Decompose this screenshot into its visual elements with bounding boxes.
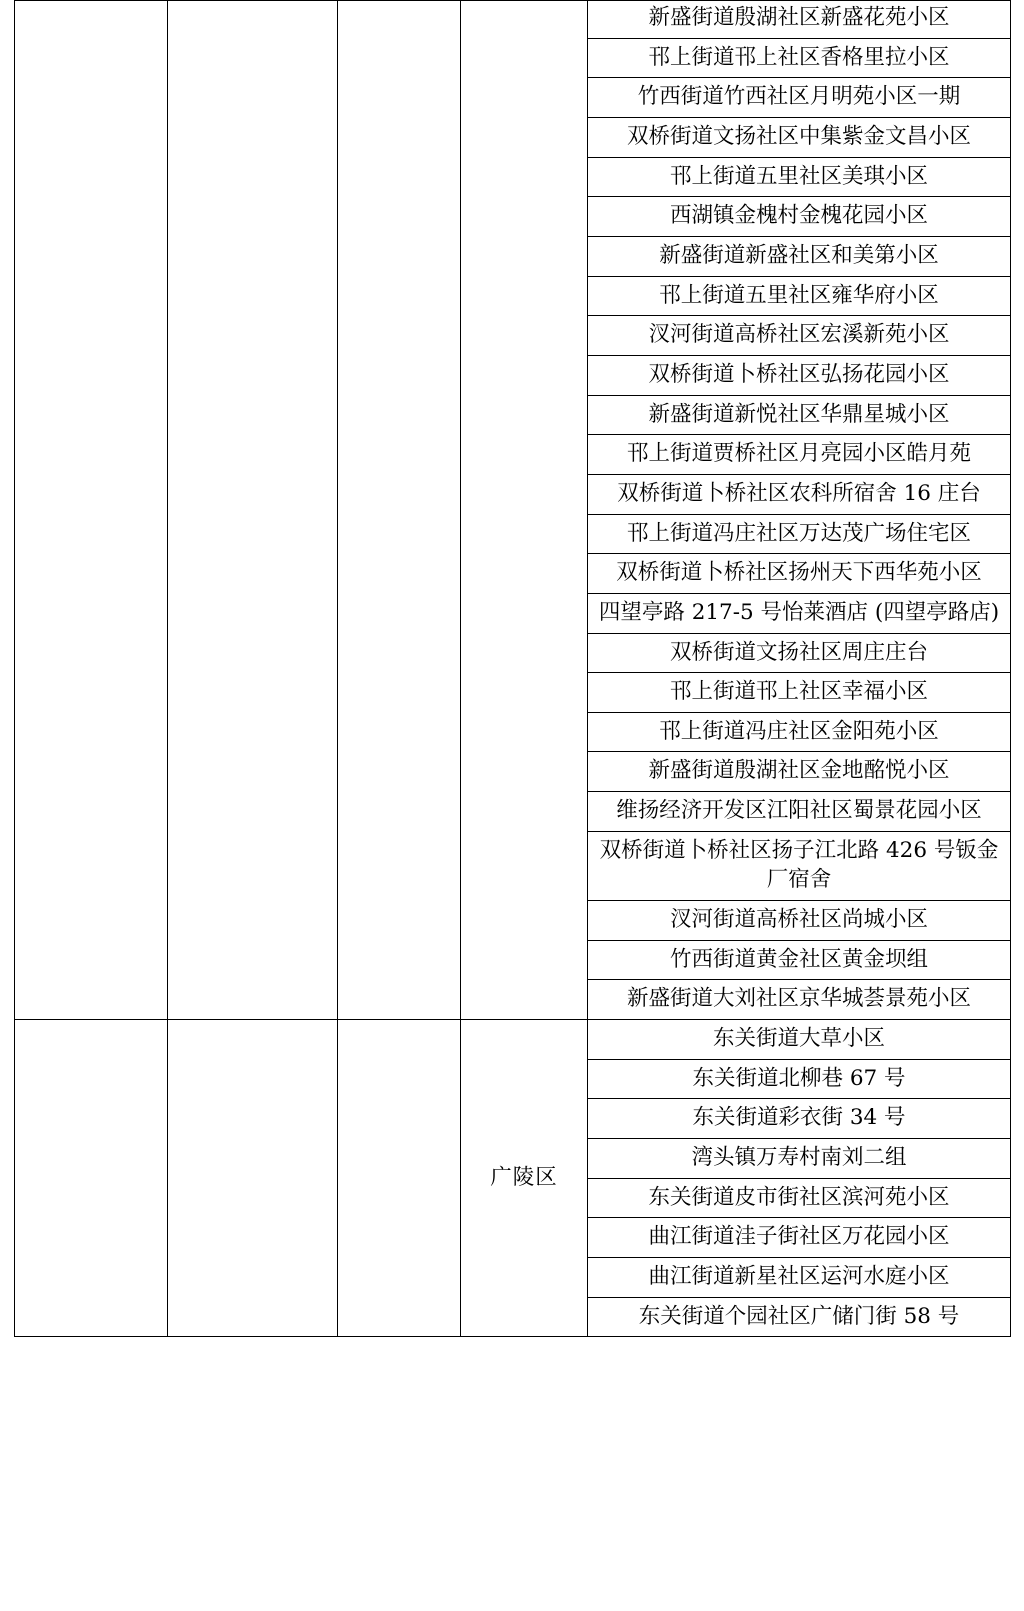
list-item: 邗上街道五里社区美琪小区 xyxy=(588,158,1010,198)
empty-cell-1 xyxy=(15,1,168,1020)
list-item: 东关街道个园社区广储门街 58 号 xyxy=(638,1303,960,1329)
list-item: 双桥街道卜桥社区农科所宿舍 16 庄台 xyxy=(588,475,1010,515)
list-item: 东关街道大草小区 xyxy=(588,1020,1010,1060)
list-item: 邗上街道贾桥社区月亮园小区皓月苑 xyxy=(588,435,1010,475)
list-item: 东关街道北柳巷 67 号 xyxy=(588,1060,1010,1100)
list-item: 维扬经济开发区江阳社区蜀景花园小区 xyxy=(588,792,1010,832)
empty-cell-6 xyxy=(338,1020,461,1337)
list-item: 双桥街道卜桥社区弘扬花园小区 xyxy=(588,356,1010,396)
list-item: 湾头镇万寿村南刘二组 xyxy=(588,1139,1010,1179)
list-item: 邗上街道邗上社区幸福小区 xyxy=(588,673,1010,713)
list-item: 竹西街道竹西社区月明苑小区一期 xyxy=(588,78,1010,118)
list-item: 新盛街道大刘社区京华城荟景苑小区 xyxy=(626,986,971,1012)
list-item: 邗上街道五里社区雍华府小区 xyxy=(588,277,1010,317)
list-item: 邗上街道冯庄社区万达茂广场住宅区 xyxy=(588,515,1010,555)
list-item: 东关街道皮市街社区滨河苑小区 xyxy=(588,1179,1010,1219)
empty-cell-2 xyxy=(168,1,338,1020)
table-row xyxy=(15,1,1011,1020)
empty-cell-4 xyxy=(15,1020,168,1337)
empty-cell-3 xyxy=(338,1,461,1020)
address-list-cell-continued xyxy=(588,1,1011,1020)
list-item: 东关街道彩衣街 34 号 xyxy=(588,1099,1010,1139)
list-item: 新盛街道新盛社区和美第小区 xyxy=(588,237,1010,277)
list-item: 双桥街道卜桥社区扬州天下西华苑小区 xyxy=(588,554,1010,594)
district-cell-guangling: 广陵区 xyxy=(461,1020,588,1337)
list-item: 邗上街道邗上社区香格里拉小区 xyxy=(588,39,1010,79)
address-list-cell-guangling xyxy=(588,1020,1011,1337)
list-item: 竹西街道黄金社区黄金坝组 xyxy=(588,941,1010,981)
address-list-2 xyxy=(588,1020,1010,1336)
list-item: 曲江街道新星社区运河水庭小区 xyxy=(588,1258,1010,1298)
list-item: 汊河街道高桥社区宏溪新苑小区 xyxy=(588,316,1010,356)
address-list-1 xyxy=(588,1,1010,1019)
list-item: 汊河街道高桥社区尚城小区 xyxy=(588,901,1010,941)
list-item: 新盛街道殷湖社区新盛花苑小区 xyxy=(588,1,1010,39)
list-item: 新盛街道新悦社区华鼎星城小区 xyxy=(588,396,1010,436)
list-item: 四望亭路 217-5 号怡莱酒店 (四望亭路店) xyxy=(588,594,1010,634)
risk-areas-table xyxy=(14,0,1011,1337)
table-row xyxy=(15,1020,1011,1337)
list-item: 新盛街道殷湖社区金地酩悦小区 xyxy=(588,752,1010,792)
list-item: 双桥街道卜桥社区扬子江北路 426 号钣金厂宿舍 xyxy=(588,832,1010,901)
list-item: 曲江街道洼子街社区万花园小区 xyxy=(588,1218,1010,1258)
empty-cell-5 xyxy=(168,1020,338,1337)
list-item: 双桥街道文扬社区中集紫金文昌小区 xyxy=(588,118,1010,158)
list-item: 双桥街道文扬社区周庄庄台 xyxy=(588,634,1010,674)
district-cell-continued xyxy=(461,1,588,1020)
list-item: 西湖镇金槐村金槐花园小区 xyxy=(588,197,1010,237)
list-item: 邗上街道冯庄社区金阳苑小区 xyxy=(588,713,1010,753)
